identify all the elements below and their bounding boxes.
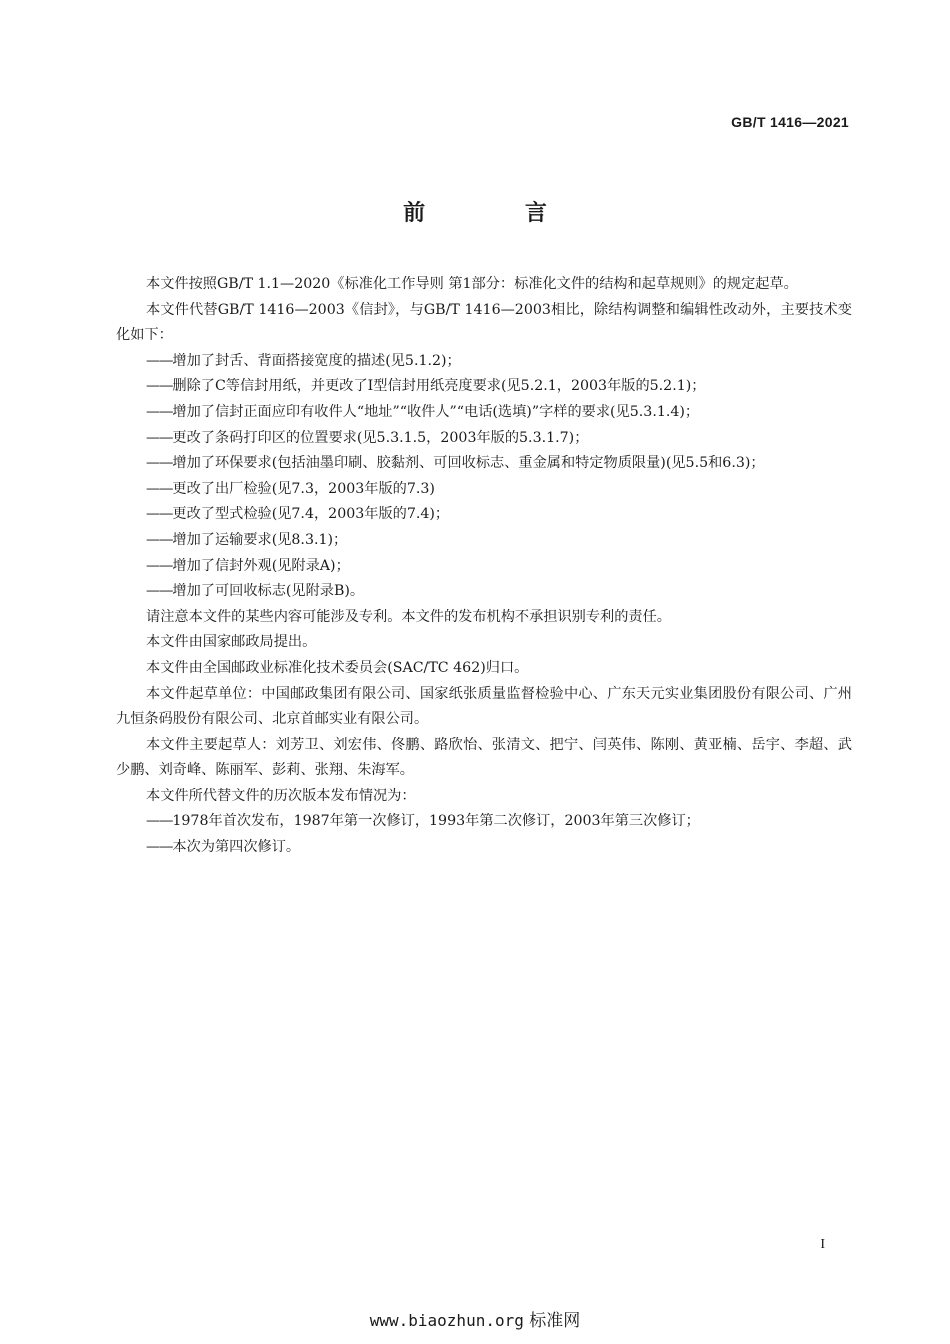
list-item-text: 更改了型式检验(见7.4，2003年版的7.4)； [172,506,450,523]
list-item [116,579,852,605]
list-item-text: 1978年首次发布，1987年第一次修订，1993年第二次修订，2003年第三次修订； [172,813,700,830]
footer [0,1306,950,1331]
dash-marker: —— [146,839,173,856]
list-item-text: 增加了可回收标志(见附录B)。 [172,583,365,600]
dash-marker: —— [146,813,173,830]
list-item [116,477,852,503]
dash-marker: —— [146,429,173,446]
list-item [116,374,852,400]
list-item [116,426,852,452]
list-item [116,349,852,375]
paragraph-proposer: 本文件由国家邮政局提出。 [146,634,317,651]
paragraph-drafting-basis: 本文件按照GB/T 1.1—2020《标准化工作导则 第1部分：标准化文件的结构和起草规则》的规定起草。 [146,276,798,292]
list-item-text: 增加了运输要求(见8.3.1)； [172,531,348,548]
dash-marker: —— [146,583,173,600]
paragraph-committee: 本文件由全国邮政业标准化技术委员会(SAC/TC 462)归口。 [146,659,529,676]
list-item [116,554,852,580]
dash-marker: —— [146,557,173,574]
list-item-text: 更改了出厂检验(见7.3，2003年版的7.3) [172,480,435,497]
list-item-text: 增加了环保要求(包括油墨印刷、胶黏剂、可回收标志、重金属和特定物质限量)(见5.5和6.3)； [172,455,765,472]
dash-marker: —— [146,352,173,369]
list-item-text: 更改了条码打印区的位置要求(见5.3.1.5，2003年版的5.3.1.7)； [172,429,589,446]
list-item-text: 增加了封舌、背面搭接宽度的描述(见5.1.2)； [172,352,461,369]
dash-marker: —— [146,506,173,523]
footer-site-name: 标准网 [529,1311,581,1331]
list-item [116,835,852,861]
list-item-text: 增加了信封外观(见附录A)； [172,557,350,574]
document-body [116,272,852,861]
paragraph-history-intro: 本文件所代替文件的历次版本发布情况为： [146,787,416,804]
paragraph-replacement: 本文件代替GB/T 1416—2003《信封》，与GB/T 1416—2003相比，除结构调整和编辑性改动外，主要技术变化如下： [116,301,852,344]
standard-code: GB/T 1416—2021 [731,114,849,130]
list-item [116,809,852,835]
paragraph-drafters: 本文件主要起草人：刘芳卫、刘宏伟、佟鹏、路欣怡、张清文、把宁、闫英伟、陈刚、黄亚楠、岳宇、李超、武少鹏、刘奇峰、陈丽军、彭莉、张翔、朱海军。 [116,736,852,779]
paragraph-drafting-units: 本文件起草单位：中国邮政集团有限公司、国家纸张质量监督检验中心、广东天元实业集团股份有限公司、广州九恒条码股份有限公司、北京首邮实业有限公司。 [116,685,852,728]
list-item-text: 删除了C等信封用纸，并更改了Ⅰ型信封用纸亮度要求(见5.2.1，2003年版的5.2.1)； [172,378,706,395]
list-item [116,502,852,528]
paragraph-patent-notice: 请注意本文件的某些内容可能涉及专利。本文件的发布机构不承担识别专利的责任。 [146,608,671,625]
list-item [116,451,852,477]
footer-url-link[interactable]: www.biaozhun.org [369,1311,524,1330]
list-item [116,528,852,554]
page-title: 前 言 [403,201,593,226]
dash-marker: —— [146,378,173,395]
list-item [116,400,852,426]
list-item-text: 本次为第四次修订。 [172,839,301,856]
list-item-text: 增加了信封正面应印有收件人“地址”“收件人”“电话(选填)”字样的要求(见5.3.1.4)； [172,403,700,420]
page-number: I [820,1237,825,1252]
dash-marker: —— [146,455,173,472]
dash-marker: —— [146,403,173,420]
dash-marker: —— [146,531,173,548]
dash-marker: —— [146,480,173,497]
